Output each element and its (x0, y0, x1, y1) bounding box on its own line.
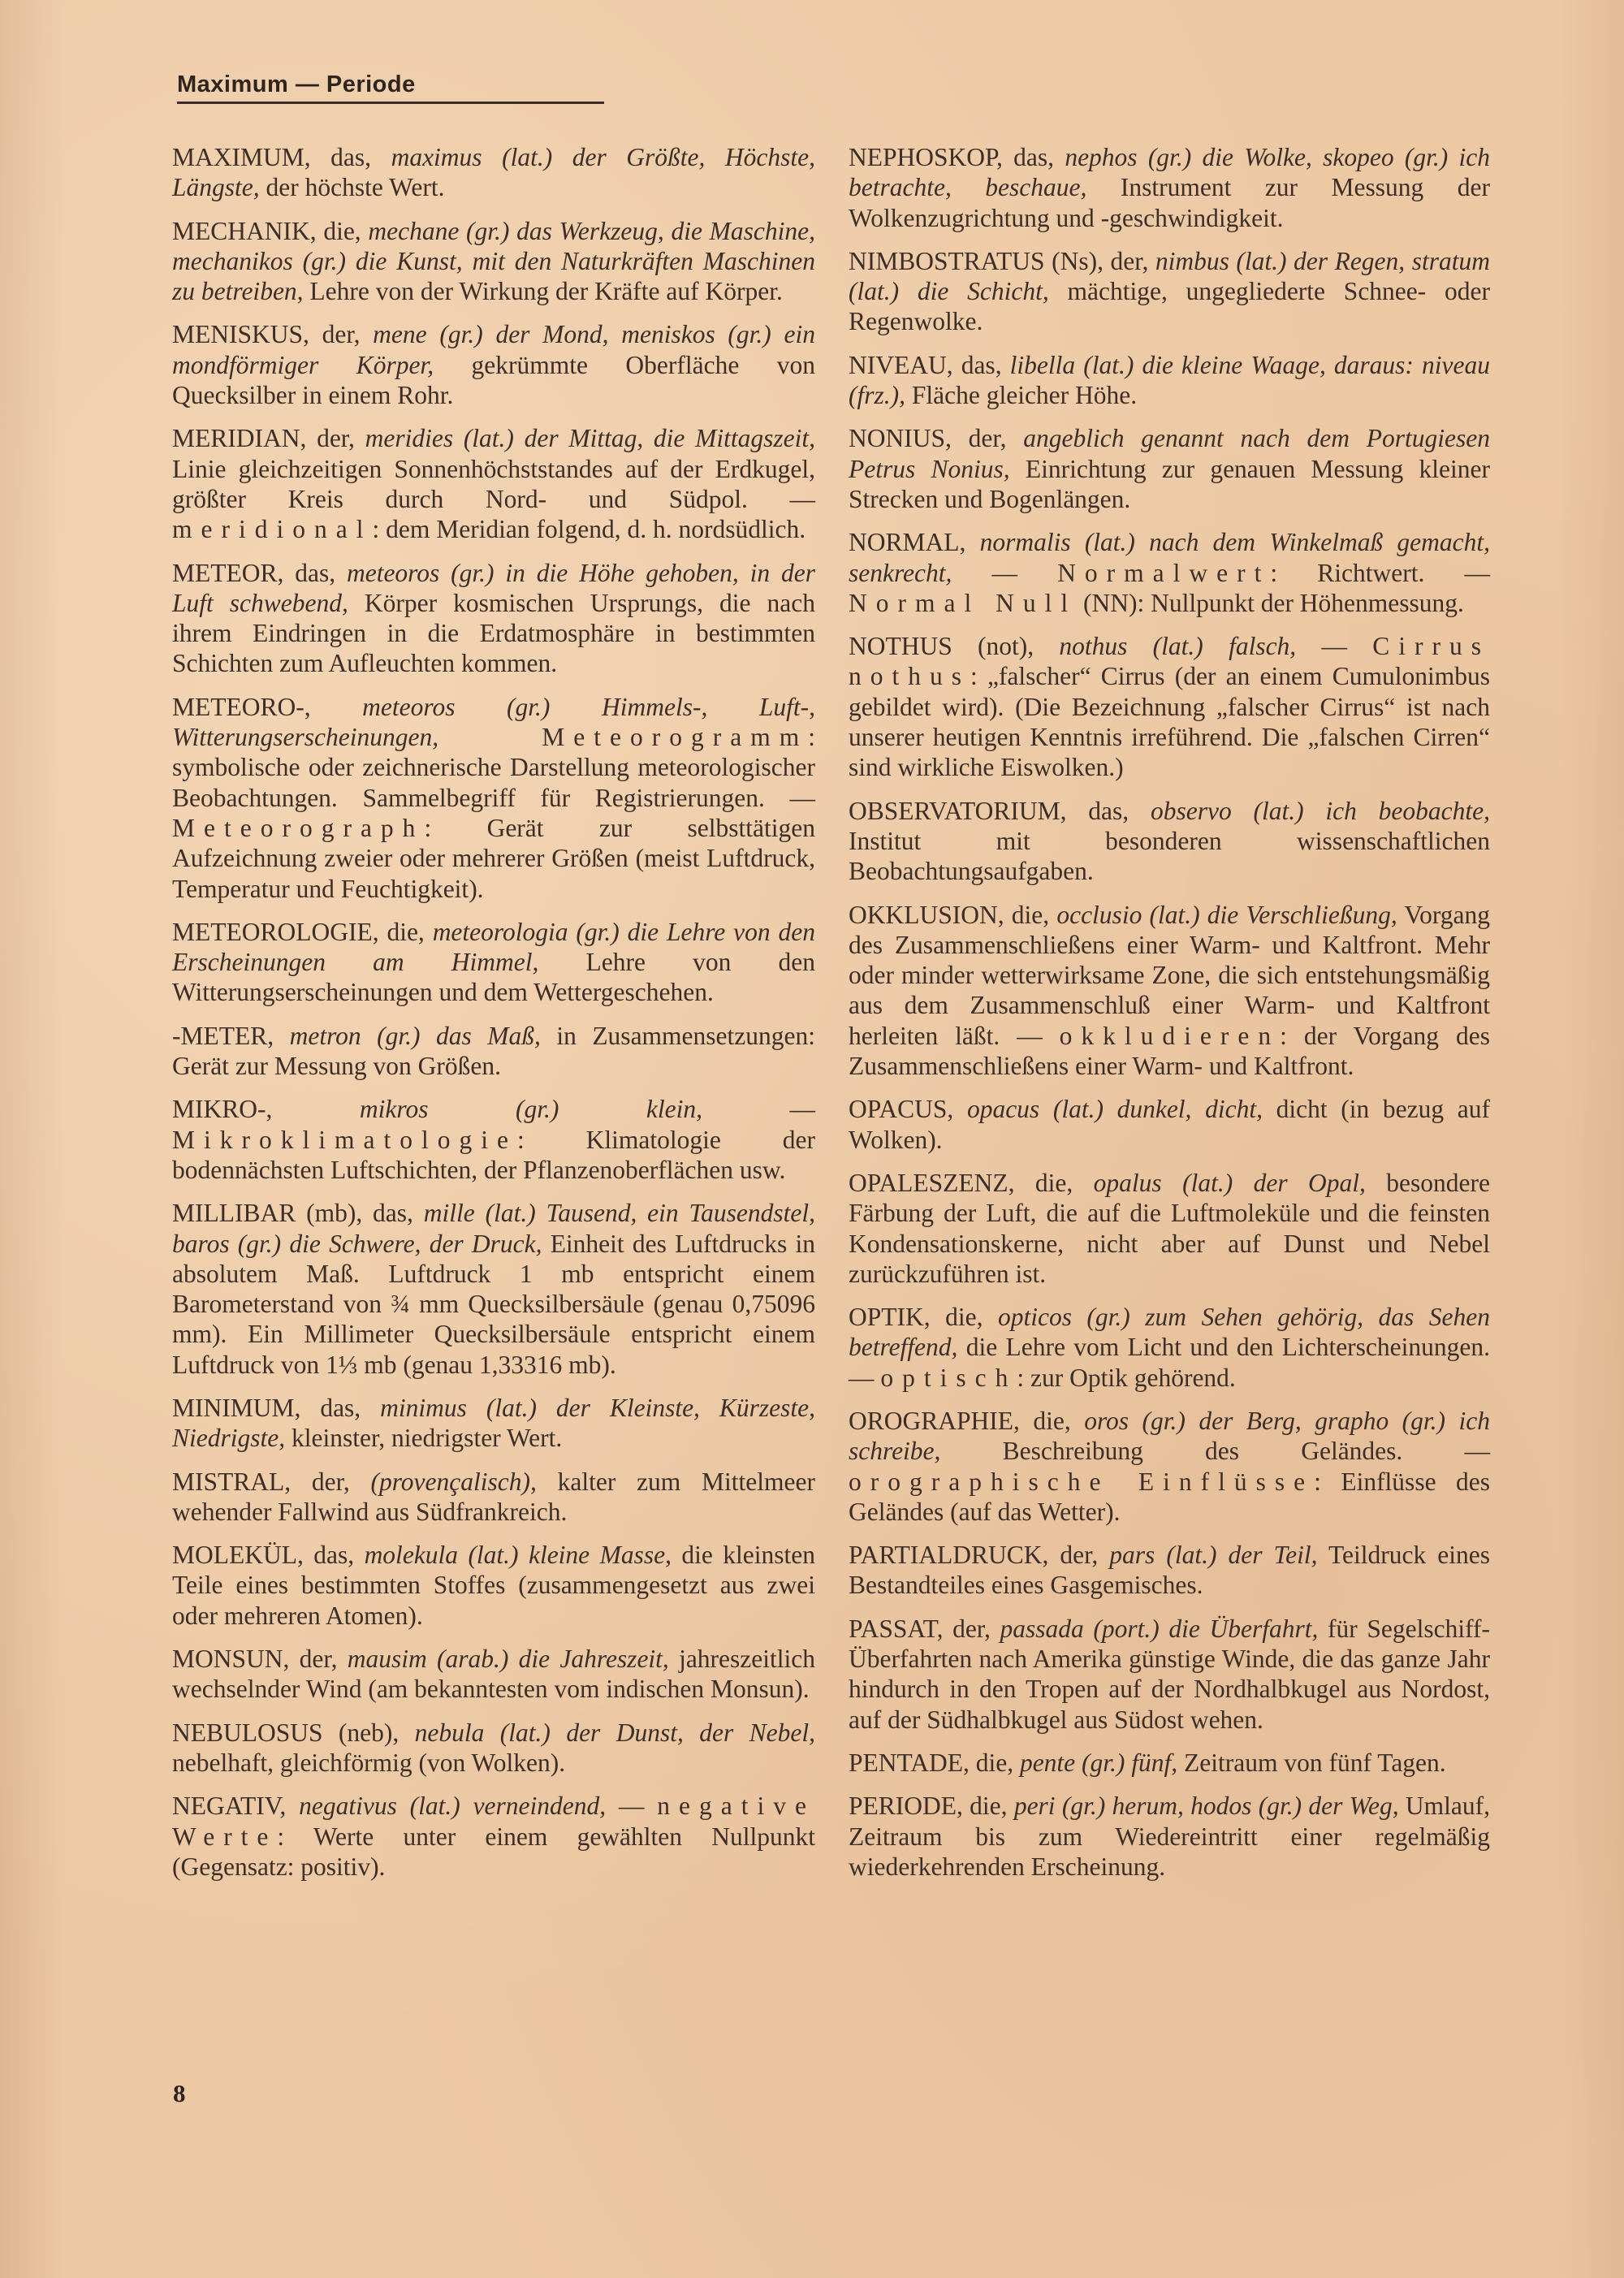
dictionary-entry-observatorium (849, 796, 1490, 887)
etymology-text: passada (port.) die Überfahrt, (1000, 1614, 1319, 1643)
etymology-text: opacus (lat.) dunkel, dicht, (966, 1095, 1263, 1124)
definition-text: — (1296, 632, 1373, 661)
definition-text: der höchste Wert. (259, 173, 445, 202)
dictionary-entry-meter (172, 1021, 815, 1082)
right-column (849, 142, 1490, 1895)
left-column (172, 142, 815, 1895)
definition-text: NORMAL, (849, 528, 980, 557)
definition-text: Umlauf, Zeitraum bis zum Wiedereintritt einer regelmäßig wiederkehrenden Erscheinung. (849, 1792, 1490, 1881)
definition-text: gekrümmte Oberfläche von Quecksilber in einem Rohr. (172, 350, 815, 410)
definition-text: PARTIALDRUCK, der, (849, 1541, 1110, 1570)
dictionary-entry-nebulosus (172, 1718, 815, 1779)
definition-text: Lehre von den Witterungserscheinungen und dem Wettergeschehen. (172, 948, 815, 1007)
definition-text: — (702, 1095, 816, 1124)
derived-term: Meteorogramm (542, 723, 809, 752)
definition-text: -METER, (172, 1021, 290, 1050)
etymology-text: libella (lat.) die kleine Waage, daraus: niveau (frz.), (849, 350, 1490, 410)
definition-text: : der Vorgang des Zusammenschließens einer Warm- und Kaltfront. (849, 1021, 1490, 1081)
derived-term: negative Werte (172, 1792, 815, 1851)
definition-text: OBSERVATORIUM, das, (849, 796, 1151, 825)
etymology-text: mikros (gr.) klein, (359, 1095, 702, 1124)
definition-text: Beschreibung des Geländes. — (940, 1437, 1490, 1466)
definition-text: MONSUN, der, (172, 1645, 348, 1674)
etymology-text: molekula (lat.) kleine Masse, (364, 1541, 672, 1570)
dictionary-entry-mechanik (172, 216, 815, 307)
etymology-text: opticos (gr.) zum Sehen gehörig, das Sehen betreffend, (849, 1303, 1491, 1362)
definition-text: die Lehre vom Licht und den Lichterscheinungen. — (849, 1333, 1490, 1392)
dictionary-entry-molekül (172, 1540, 815, 1631)
definition-text: NIVEAU, das, (849, 350, 1010, 379)
dictionary-entry-partialdruck (849, 1540, 1490, 1601)
definition-text: : symbolische oder zeichnerische Darstellung meteorologischer Beobachtungen. Sammelbegriff für Registrierungen. — (172, 723, 815, 812)
definition-text: OPACUS, (849, 1095, 967, 1124)
etymology-text: observo (lat.) ich beobachte, (1150, 796, 1490, 825)
definition-text: kleinster, niedrigster Wert. (285, 1424, 563, 1453)
definition-text: : Gerät zur selbsttätigen Aufzeichnung zweier oder mehrerer Größen (meist Luftdruck, Temperatur und Feuchtigkeit). (172, 813, 815, 903)
dictionary-entry-periode (849, 1791, 1490, 1882)
etymology-text: maximus (lat.) der Größte, Höchste, Längste, (172, 143, 816, 202)
definition-text: MENISKUS, der, (172, 320, 374, 349)
derived-term: orographische Einflüsse (849, 1467, 1315, 1496)
definition-text: NONIUS, der, (849, 424, 1024, 453)
definition-text: NOTHUS (not), (849, 632, 1060, 661)
definition-text: (NN): Nullpunkt der Höhenmessung. (1077, 588, 1464, 617)
definition-text: Instrument zur Messung der Wolkenzugrichtung und -geschwindigkeit. (849, 173, 1490, 232)
definition-text: OPALESZENZ, die, (849, 1168, 1094, 1197)
derived-term: optisch (880, 1363, 1017, 1392)
definition-text: NEBULOSUS (neb), (172, 1718, 415, 1747)
definition-text: : dem Meridian folgend, d. h. nordsüdlich. (372, 515, 806, 544)
definition-text: — (952, 558, 1058, 587)
definition-text: : zur Optik gehörend. (1017, 1363, 1236, 1392)
page-number: 8 (173, 2079, 186, 2107)
dictionary-entry-niveau (849, 350, 1490, 411)
definition-text: Linie gleichzeitigen Sonnenhöchststandes auf der Erdkugel, größter Kreis durch Nord- und Südpol. — (172, 454, 815, 513)
definition-text: : Einflüsse des Geländes (auf das Wetter). (849, 1467, 1490, 1526)
etymology-text: oros (gr.) der Berg, grapho (gr.) ich schreibe, (849, 1406, 1490, 1466)
definition-text: kalter zum Mittelmeer wehender Fallwind aus Südfrankreich. (172, 1467, 815, 1526)
dictionary-entry-meteoro (172, 692, 815, 904)
definition-text: NIMBOSTRATUS (Ns), der, (849, 246, 1155, 275)
etymology-text: pente (gr.) fünf, (1019, 1748, 1178, 1777)
definition-text: : Richtwert. — (1270, 558, 1491, 587)
definition-text: METEOR, das, (172, 558, 347, 587)
definition-text: PENTADE, die, (849, 1748, 1020, 1777)
etymology-text: normalis (lat.) nach dem Winkelmaß gemacht, senkrecht, (849, 528, 1490, 587)
definition-text (438, 723, 542, 751)
definition-text: nebelhaft, gleichförmig (von Wolken). (172, 1748, 566, 1777)
definition-text: Institut mit besonderen wissenschaftlichen Beobachtungsaufgaben. (849, 826, 1490, 886)
definition-text: für Segelschiff-Überfahrten nach Amerika günstige Winde, die das ganze Jahr hindurch in den Tropen auf der Nordhalbkugel aus Nordost, auf der Südhalbkugel aus Südost wehen. (849, 1614, 1490, 1734)
dictionary-entry-nonius (849, 423, 1490, 514)
dictionary-entry-opaleszenz (849, 1168, 1490, 1289)
dictionary-entry-millibar (172, 1198, 815, 1380)
etymology-text: mille (lat.) Tausend, ein Tausendstel, baros (gr.) die Schwere, der Druck, (172, 1199, 815, 1258)
dictionary-entry-meridian (172, 423, 815, 544)
definition-text: OPTIK, die, (849, 1303, 998, 1332)
definition-text: Zeitraum von fünf Tagen. (1177, 1748, 1446, 1777)
definition-text: in Zusammensetzungen: Gerät zur Messung von Größen. (172, 1021, 815, 1081)
definition-text: MISTRAL, der, (172, 1467, 371, 1496)
definition-text: Vorgang des Zusammenschließens einer Warm- und Kaltfront. Mehr oder minder wetterwirksame Zone, die sich entstehungsmäßig aus dem Zusammenschluß einer Warm- und Kaltfront herleiten läßt. — (849, 900, 1490, 1050)
dictionary-entry-negativ (172, 1791, 815, 1882)
etymology-text: mechane (gr.) das Werkzeug, die Maschine, mechanikos (gr.) die Kunst, mit den Naturkräften Maschinen zu betreiben, (172, 216, 815, 306)
etymology-text: pars (lat.) der Teil, (1109, 1541, 1318, 1570)
definition-text: Körper kosmischen Ursprungs, die nach ihrem Eindringen in die Erdatmosphäre in bestimmten Schichten zum Aufleuchten kommen. (172, 588, 815, 678)
definition-text: MIKRO-, (172, 1095, 360, 1124)
dictionary-entry-opacus (849, 1094, 1490, 1155)
etymology-text: metron (gr.) das Maß, (289, 1021, 541, 1050)
dictionary-entry-orographie (849, 1406, 1490, 1527)
derived-term: Mikroklimatologie (172, 1125, 517, 1154)
etymology-text: nephos (gr.) die Wolke, skopeo (gr.) ich betrachte, beschaue, (849, 143, 1490, 202)
definition-text: MAXIMUM, das, (172, 143, 391, 171)
etymology-text: meteoros (gr.) in die Höhe gehoben, in der Luft schwebend, (172, 558, 815, 617)
etymology-text: mene (gr.) der Mond, meniskos (gr.) ein mondförmiger Körper, (172, 320, 815, 379)
etymology-text: meridies (lat.) der Mittag, die Mittagszeit, (365, 424, 815, 453)
definition-text: OKKLUSION, die, (849, 900, 1057, 929)
definition-text: METEOROLOGIE, die, (172, 917, 433, 946)
etymology-text: negativus (lat.) verneindend, (299, 1792, 607, 1821)
definition-text: NEGATIV, (172, 1792, 300, 1821)
definition-text: Einheit des Luftdrucks in absolutem Maß. Luftdruck 1 mb entspricht einem Barometerstand von ¾ mm Quecksilbersäule (genau 0,75096 mm). Ein Millimeter Quecksilbersäule entspricht einem Luftdruck von 1⅓ mb (genau 1,33316 mb). (172, 1229, 815, 1379)
definition-text: dicht (in bezug auf Wolken). (849, 1095, 1490, 1154)
definition-text: MERIDIAN, der, (172, 424, 365, 453)
definition-text: MECHANIK, die, (172, 216, 369, 245)
definition-text: die kleinsten Teile eines bestimmten Stoffes (zusammengesetzt aus zwei oder mehreren Atomen). (172, 1541, 815, 1630)
etymology-text: meteorologia (gr.) die Lehre von den Erscheinungen am Himmel, (172, 917, 815, 977)
derived-term: Normalwert (1057, 558, 1271, 587)
derived-term: meridional (172, 515, 373, 544)
dictionary-entry-maximum (172, 142, 815, 203)
definition-text: MILLIBAR (mb), das, (172, 1199, 424, 1228)
definition-text: Lehre von der Wirkung der Kräfte auf Körper. (303, 277, 783, 306)
dictionary-entry-monsun (172, 1644, 815, 1705)
etymology-text: minimus (lat.) der Kleinste, Kürzeste, Niedrigste, (172, 1393, 816, 1453)
etymology-text: mausim (arab.) die Jahreszeit, (347, 1645, 669, 1674)
dictionary-entry-nothus (849, 631, 1490, 782)
definition-text: PASSAT, der, (849, 1614, 1000, 1643)
definition-text: MINIMUM, das, (172, 1393, 381, 1422)
etymology-text: nebula (lat.) der Dunst, der Nebel, (414, 1718, 815, 1747)
definition-text: PERIODE, die, (849, 1792, 1014, 1821)
definition-text: : „falscher“ Cirrus (der an einem Cumulonimbus gebildet wird). (Die Bezeichnung „falscher Cirrus“ ist nach unserer heutigen Kenntnis irreführend. Die „falschen Cirren“ sind wirkliche Eiswolken.) (849, 662, 1490, 782)
definition-text: Fläche gleicher Höhe. (905, 381, 1138, 410)
dictionary-entry-normal (849, 527, 1490, 618)
etymology-text: opalus (lat.) der Opal, (1093, 1168, 1366, 1197)
dictionary-entry-okklusion (849, 900, 1490, 1082)
definition-text: — (606, 1792, 658, 1821)
definition-text: jahreszeitlich wechselnder Wind (am bekanntesten vom indischen Monsun). (172, 1645, 815, 1704)
definition-text: : Werte unter einem gewählten Nullpunkt (Gegensatz: positiv). (172, 1822, 815, 1881)
dictionary-entry-meniskus (172, 319, 815, 410)
etymology-text: meteoros (gr.) Himmels-, Luft-, Witterungserscheinungen, (172, 692, 816, 752)
derived-term: Meteorograph (172, 813, 425, 842)
dictionary-entry-nephoskop (849, 142, 1490, 233)
dictionary-entry-pentade (849, 1748, 1490, 1778)
dictionary-entry-mikro (172, 1094, 815, 1185)
etymology-text: (provençalisch), (370, 1467, 537, 1496)
definition-text: Einrichtung zur genauen Messung kleiner Strecken und Bogenlängen. (849, 454, 1490, 513)
definition-text: Teildruck eines Bestandteiles eines Gasgemisches. (849, 1541, 1490, 1600)
definition-text: besondere Färbung der Luft, die auf die Luftmoleküle und die feinsten Kondensationskerne, nicht aber auf Dunst und Nebel zurückzuführen ist. (849, 1168, 1490, 1288)
etymology-text: nothus (lat.) falsch, (1059, 632, 1297, 661)
derived-term: Cirrus nothus (849, 632, 1490, 691)
definition-text: NEPHOSKOP, das, (849, 143, 1065, 171)
etymology-text: occlusio (lat.) die Verschließung, (1056, 900, 1397, 929)
dictionary-entry-meteor (172, 558, 815, 679)
running-header: Maximum — Periode (177, 71, 604, 104)
dictionary-entry-nimbostratus (849, 246, 1490, 337)
dictionary-entry-passat (849, 1614, 1490, 1735)
definition-text: METEORO-, (172, 692, 363, 721)
definition-text: OROGRAPHIE, die, (849, 1406, 1085, 1435)
dictionary-entry-minimum (172, 1393, 815, 1454)
definition-text: mächtige, ungegliederte Schnee- oder Regenwolke. (849, 277, 1490, 336)
definition-text: : Klimatologie der bodennächsten Luftschichten, der Pflanzenoberflächen usw. (172, 1125, 815, 1184)
dictionary-entry-optik (849, 1302, 1490, 1393)
derived-term: Normal Null (849, 588, 1078, 617)
derived-term: okkludieren (1059, 1021, 1281, 1050)
dictionary-entry-meteorologie (172, 917, 815, 1008)
definition-text: MOLEKÜL, das, (172, 1541, 365, 1570)
dictionary-entry-mistral (172, 1467, 815, 1528)
etymology-text: angeblich genannt nach dem Portugiesen Petrus Nonius, (849, 424, 1490, 483)
etymology-text: peri (gr.) herum, hodos (gr.) der Weg, (1013, 1792, 1399, 1821)
etymology-text: nimbus (lat.) der Regen, stratum (lat.) die Schicht, (849, 246, 1490, 306)
